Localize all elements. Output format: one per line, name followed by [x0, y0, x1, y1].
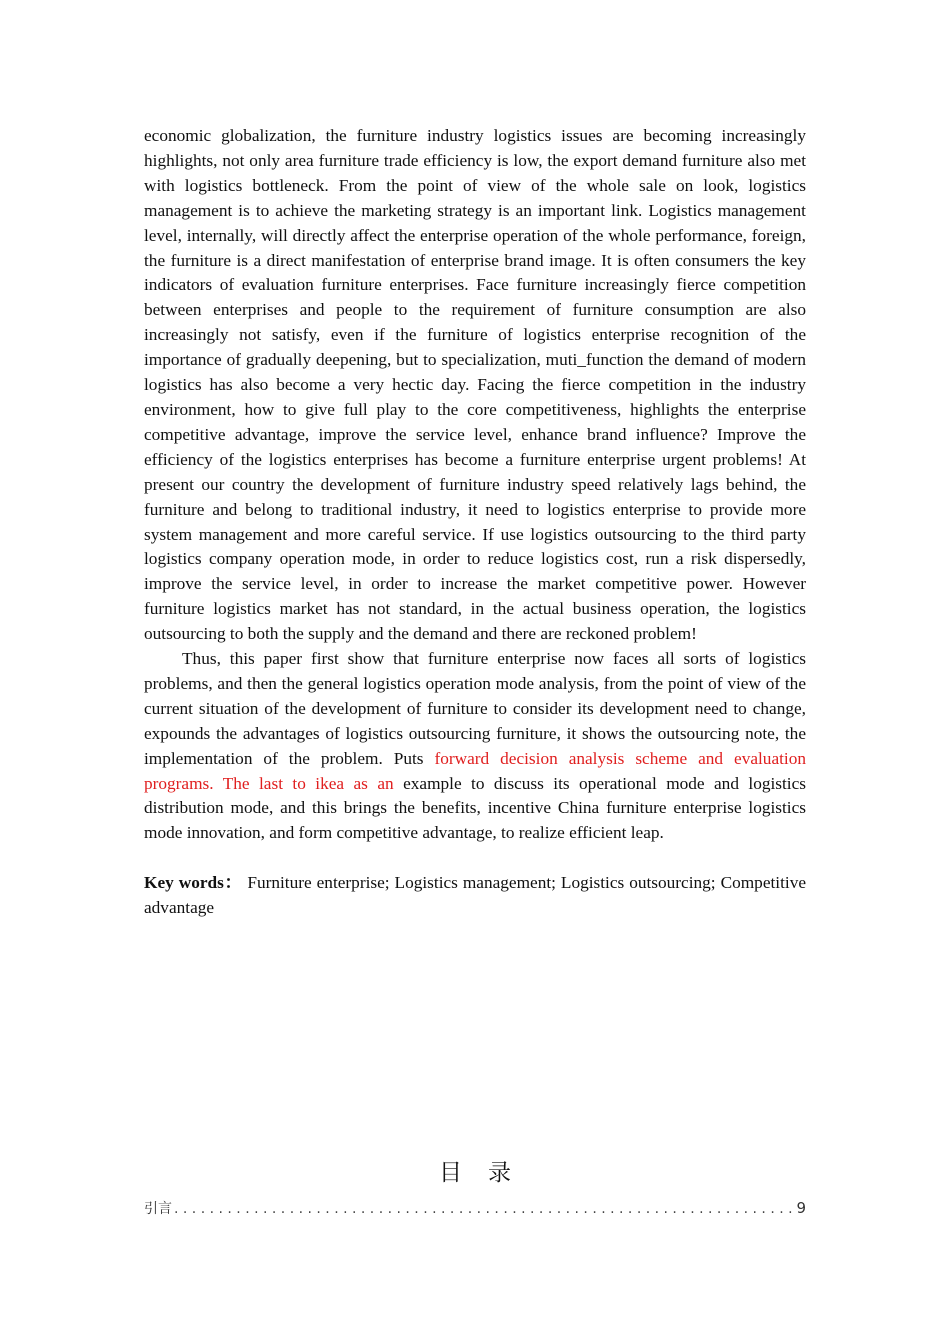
paragraph-2-text-end: example to discuss its operational mode and logistics distribution mode, and this brings the benefits, incentive China furniture enterprise logistics mode innovation, and form competitive advantage, to realize efficient leap.	[144, 773, 807, 843]
abstract-paragraph-1: economic globalization, the furniture industry logistics issues are becoming increasingly highlights, not only area furniture trade efficiency is low, the export demand furniture also met with logistics bottleneck. From the point of view of the whole sale on look, logistics management is to achieve the marketing strategy is an important link. Logistics management level, internally, will directly affect the enterprise operation of the whole performance, foreign, the furniture is a direct manifestation of enterprise brand image. It is often consumers the key indicators of evaluation furniture enterprises. Face furniture increasingly fierce competition between enterprises and people to the requirement of furniture consumption are also increasingly not satisfy, even if the furniture of logistics enterprise recognition of the importance of gradually deepening, but to specialization, muti_function the demand of modern logistics has also become a very hectic day. Facing the fierce competition in the industry environment, how to give full play to the core competitiveness, highlights the enterprise competitive advantage, improve the service level, enhance brand influence? Improve the efficiency of the logistics enterprises has become a furniture enterprise urgent problems! At present our country the development of furniture industry speed relatively lags behind, the furniture and belong to traditional industry, it need to logistics enterprise to provide more system management and more careful service. If use logistics outsourcing to the third party logistics company operation mode, in order to reduce logistics cost, run a risk dispersedly, improve the service level, in order to increase the market competitive power. However furniture logistics market has not standard, in the actual business operation, the logistics outsourcing to both the supply and the demand and there are reckoned problem!	[144, 126, 806, 644]
toc-entry-label: 引言	[144, 1201, 172, 1217]
keywords-text: Furniture enterprise; Logistics management; Logistics outsourcing; Competitive advantage	[144, 873, 807, 918]
keywords-label: Key words：	[144, 873, 243, 893]
toc-entry[interactable]	[144, 1198, 806, 1220]
keywords-line	[144, 871, 806, 921]
toc-entry-page: 9	[796, 1199, 806, 1217]
paragraph-2-text: Thus, this paper first show that furniture enterprise now faces all sorts of logistics problems, and then the general logistics operation mode analysis, from the point of view of the current situation of the development of furniture to consider its development need to change, expounds the advantages of logistics outsourcing furniture, it shows the outsourcing note, the implementation of the problem. Puts	[144, 649, 806, 768]
toc-dot-leader	[174, 1201, 794, 1217]
abstract-body	[144, 124, 806, 921]
highlighted-text: forward decision analysis scheme and evaluation programs. The last to ikea as an	[144, 748, 807, 793]
abstract-paragraph-2	[144, 647, 806, 846]
toc-title: 目录	[439, 1160, 537, 1186]
